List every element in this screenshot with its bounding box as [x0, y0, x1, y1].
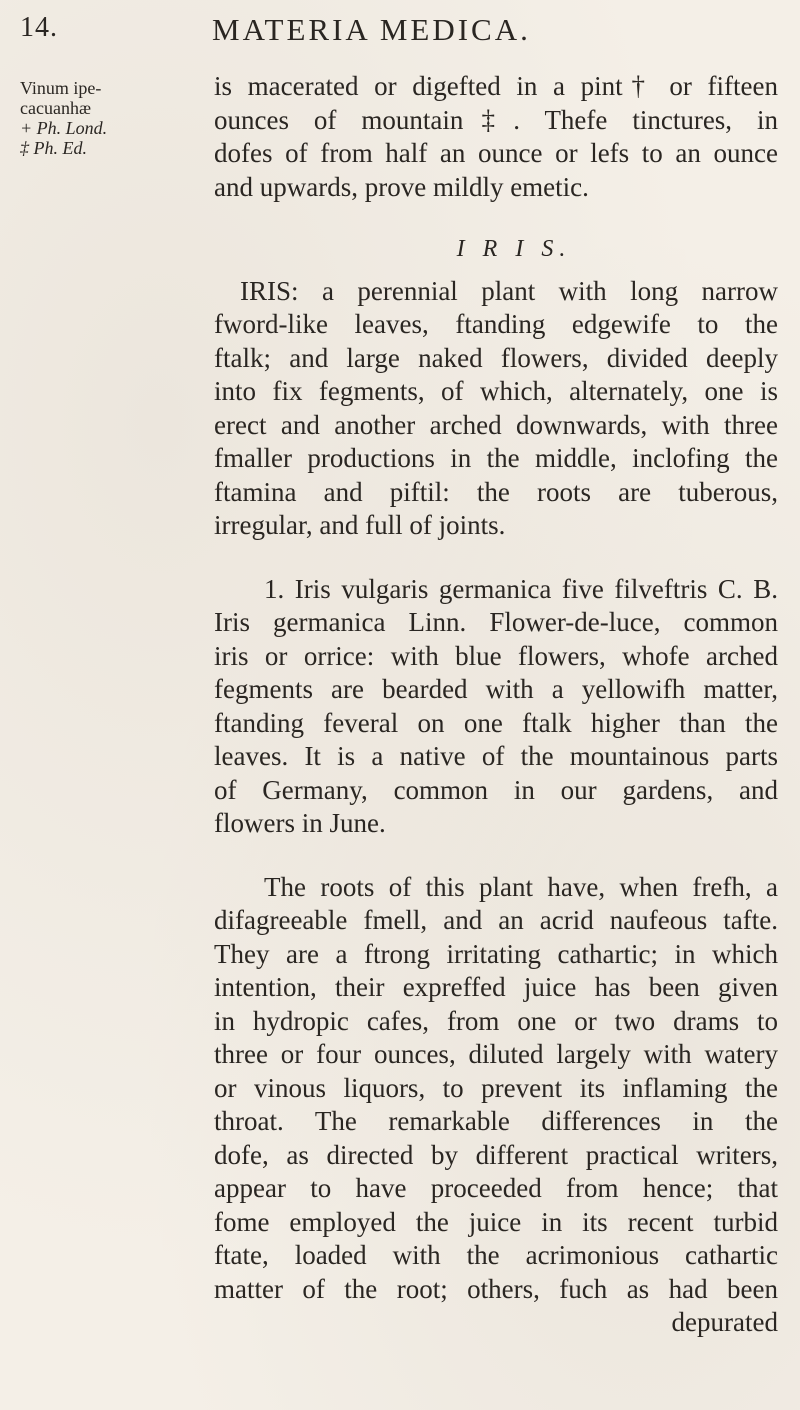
- species-paragraph: [214, 573, 778, 841]
- text-line: The roots of this plant have, when frefh, a: [264, 871, 778, 902]
- section-title: I R I S.: [456, 236, 572, 262]
- properties-paragraph: [214, 871, 778, 1340]
- text-line: leaves. It is a native of the mountainous parts: [214, 741, 778, 771]
- catchword: depurated: [671, 1307, 778, 1337]
- text-line: ftalk; and large naked flowers, divided deeply: [214, 342, 778, 373]
- margin-note-ref-ed: ‡ Ph. Ed.: [20, 138, 87, 158]
- text-line: matter of the root; others, fuch as had been: [214, 1273, 778, 1304]
- intro-paragraph: [214, 70, 778, 204]
- text-line: iris or orrice: with blue flowers, whofe arched: [214, 640, 778, 671]
- running-title: MATERIA MEDICA.: [212, 12, 531, 47]
- text-line: in hydropic cafes, from one or two drams to: [214, 1005, 778, 1036]
- margin-notes: [20, 78, 210, 158]
- text-line: fmaller productions in the middle, inclofing the: [214, 443, 778, 473]
- margin-note-ref-lond: + Ph. Lond.: [20, 118, 108, 138]
- text-line: intention, their expreffed juice has been given: [214, 972, 778, 1002]
- text-line: or vinous liquors, to prevent its inflaming the: [214, 1072, 778, 1103]
- text-line: and upwards, prove mildly emetic.: [214, 171, 589, 202]
- text-line: difagreeable fmell, and an acrid naufeous tafte.: [214, 905, 778, 935]
- text-line: three or four ounces, diluted largely with watery: [214, 1039, 778, 1069]
- text-line: appear to have proceeded from hence; that: [214, 1173, 778, 1203]
- text-line: irregular, and full of joints.: [214, 510, 506, 540]
- text-line: fword-like leaves, ftanding edgewife to the: [214, 309, 778, 339]
- text-line: dofe, as directed by different practical writers,: [214, 1139, 778, 1170]
- text-line: of Germany, common in our gardens, and: [214, 774, 778, 805]
- text-line: dofes of from half an ounce or lefs to an ounce: [214, 138, 778, 168]
- text-line: 1. Iris vulgaris germanica five filveftris C. B.: [264, 573, 778, 604]
- text-line: throat. The remarkable differences in the: [214, 1106, 778, 1136]
- text-line: is macerated or digefted in a pint† or fifteen: [214, 71, 778, 101]
- text-line: flowers in June.: [214, 808, 386, 838]
- text-line: ounces of mountain‡. Thefe tinctures, in: [214, 104, 778, 135]
- text-line: fegments are bearded with a yellowifh matter,: [214, 674, 778, 704]
- text-line: IRIS: a perennial plant with long narrow: [240, 275, 778, 306]
- text-line: They are a ftrong irritating cathartic; in which: [214, 938, 778, 969]
- description-paragraph: [214, 275, 778, 543]
- page-number: 14.: [20, 12, 58, 43]
- text-line: ftanding feveral on one ftalk higher than the: [214, 707, 778, 738]
- text-line: erect and another arched downwards, with three: [214, 409, 778, 440]
- margin-note-title: Vinum ipe-: [20, 78, 102, 98]
- margin-note-title-cont: cacuanhæ: [20, 98, 91, 118]
- text-line: fome employed the juice in its recent turbid: [214, 1206, 778, 1237]
- text-line: into fix fegments, of which, alternately, one is: [214, 376, 778, 406]
- text-line: Iris germanica Linn. Flower-de-luce, common: [214, 607, 778, 637]
- text-line: ftamina and piftil: the roots are tuberous,: [214, 476, 778, 507]
- body-text: [214, 70, 778, 1340]
- text-line: ftate, loaded with the acrimonious cathartic: [214, 1240, 778, 1270]
